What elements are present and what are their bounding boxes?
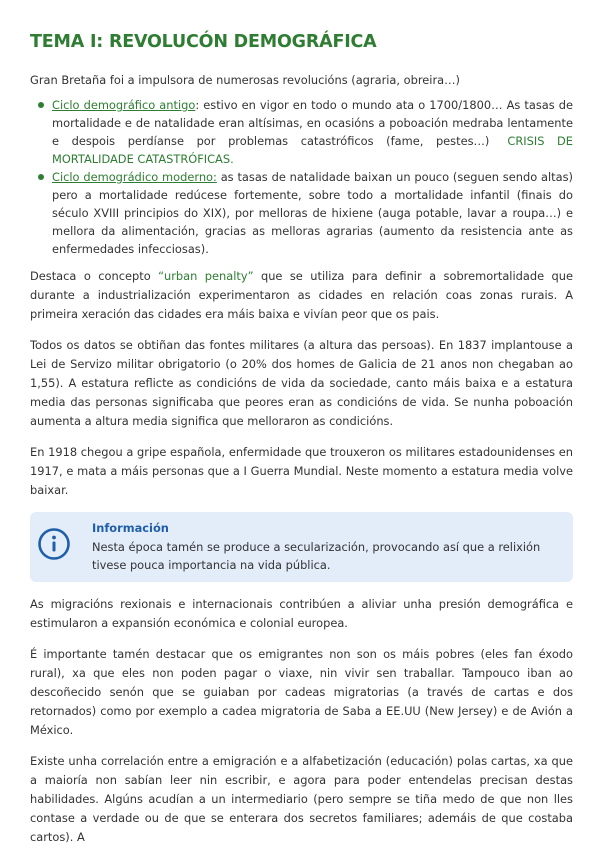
page-title: TEMA I: REVOLUCÓN DEMOGRÁFICA (30, 32, 377, 52)
document-page (30, 32, 573, 859)
body-paragraph: Todos os datos se obtiñan das fontes militares (a altura das persoas). En 1837 implantouse a Lei de Servizo militar obrigatorio (o 20% dos homes de Galicia de 21 anos non chegaban ao 1,55). A estatura reflicte as condicións de vida da sociedade, canto máis baixa e a estatura media das personas significaba que peores eran as condicións de vida. Se nunha poboación aumenta a altura media significa que melloraron as condicións. (30, 337, 573, 428)
info-text: Nesta época tamén se produce a secularización, provocando así que a relixión tivese pouca importancia na vida pública. (92, 539, 541, 572)
term-link[interactable]: Ciclo demográfico antigo (52, 97, 196, 112)
list-item (52, 96, 573, 168)
info-title: Información (92, 520, 169, 535)
intro-paragraph: Gran Bretaña foi a impulsora de numerosas revolucións (agraria, obreira…) (30, 72, 460, 87)
body-paragraph: É importante tamén destacar que os emigrantes non son os máis pobres (eles fan éxodo rural), xa que eles non poden pagar o viaxe, nin vivir sen traballar. Tampouco iban ao descoñecido senón que se guiaban por cadeas migratorias (a través de cartas e dos retornados) como por exemplo a cadea migratoria de Saba a EE.UU (New Jersey) e de Avión a México. (30, 646, 573, 737)
bullet-list (30, 96, 573, 258)
highlight-term: “urban penalty” (158, 268, 254, 283)
body-paragraph: En 1918 chegou a gripe española, enfermidade que trouxeron os militares estadounidenses en 1917, e mata a máis personas que a I Guerra Mundial. Neste momento a estatura media volve baixar. (30, 444, 573, 497)
body-paragraph: Existe unha correlación entre a emigración e a alfabetización (educación) polas cartas, xa que a maioría non sabían leer nin escribir, e agora para poder entendelas precisan destas habilidades. Algúns acudían a un intermediario (pero sempre se tiña medo de que non lles contase a verdade ou de que se enterara dos secretos familiares; ademáis de que costaba cartos). A (30, 753, 573, 844)
list-item (52, 168, 573, 258)
term-link[interactable]: Ciclo demográdico moderno: (52, 169, 217, 184)
info-callout (30, 512, 573, 582)
bullet-dot-icon (38, 174, 44, 180)
paragraph-text: Destaca o concepto (30, 268, 159, 283)
info-icon (37, 527, 71, 561)
urban-penalty-paragraph (30, 267, 573, 324)
list-item-text: as tasas de natalidade baixan un pouco (seguen sendo altas) pero a mortalidade redúcese fortemente, sobre todo a mortalidade infantil (finais do século XVIII principios do XIX), por melloras de hixiene (auga potable, lavar a roupa…) e mellora da alimentación, gracias as melloras agrarias (aumento da resistencia ante as enfermedades infecciosas). (52, 169, 573, 256)
paragraph-text: que se utiliza para definir a sobremortalidade que durante a industrialización experimentaron as cidades en relación coas zonas rurais. A primeira xeración das cidades era máis baixa e vivían peor que os pais. (30, 268, 573, 321)
highlight-tag: CRISIS DE MORTALIDADE CATASTRÓFICAS. (52, 133, 574, 166)
bullet-dot-icon (38, 102, 44, 108)
list-item-text: : estivo en vigor en todo o mundo ata o 1700/1800… As tasas de mortalidade e de natalidade eran altísimas, en ocasións a poboación medraba lentamente e despois perdíanse por problemas catastróficos (fame, pestes…) (52, 97, 573, 148)
body-paragraph: As migracións rexionais e internacionais contribúen a aliviar unha presión demográfica e estimularon a expansión económica e colonial europea. (30, 596, 573, 630)
